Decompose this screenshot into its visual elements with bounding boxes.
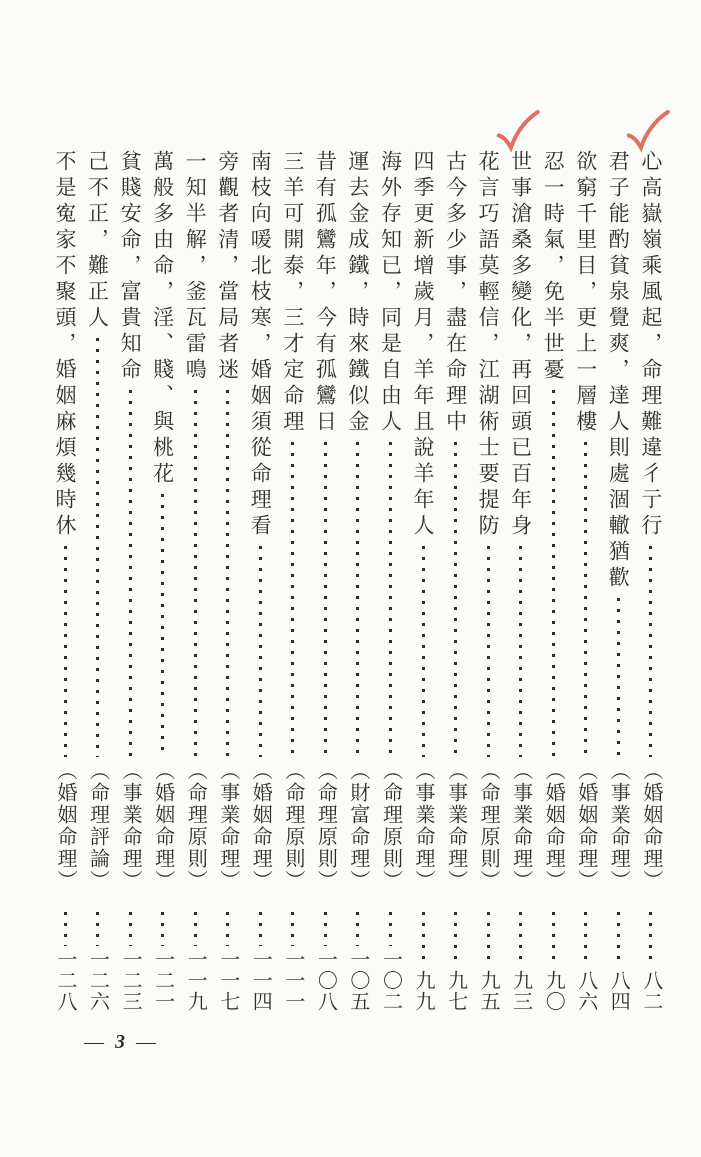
dot-leader-lower	[259, 912, 262, 946]
dot-leader-lower	[552, 912, 555, 967]
entry-category: （命理原則）	[184, 760, 207, 892]
dot-leader-lower	[649, 912, 652, 967]
entry-page-number: 九三	[509, 970, 532, 1012]
entry-page-number: 一二八	[54, 949, 76, 1012]
entry-title: 一知半解，釜瓦雷鳴	[183, 150, 208, 384]
dot-leader-lower	[291, 912, 294, 946]
entry-title-section	[636, 150, 666, 760]
dot-leader-upper	[259, 546, 262, 757]
dot-leader-lower	[617, 912, 620, 967]
entry-category: （事業命理）	[119, 760, 142, 892]
entry-title: 忍一時氣，免半世憂	[541, 150, 566, 384]
entry-title: 旁觀者清，當局者迷	[215, 150, 240, 384]
dot-leader-upper	[649, 546, 652, 757]
dot-leader-lower	[422, 912, 425, 967]
entry-title: 萬般多由命，淫、賤、與桃花	[150, 150, 175, 488]
entry-title: 南枝向喛北枝寒，婚姻須從命理看	[248, 150, 273, 540]
entry-title-section	[473, 150, 503, 760]
dot-leader-upper	[96, 338, 99, 757]
toc-entry	[278, 150, 308, 1012]
dot-leader-lower	[161, 912, 164, 946]
dot-leader-lower	[584, 912, 587, 967]
entry-category: （婚姻命理）	[249, 760, 272, 892]
toc-entry	[408, 150, 438, 1012]
entry-title-section	[50, 150, 80, 760]
entry-category: （婚姻命理）	[639, 760, 662, 892]
toc-entry	[148, 150, 178, 1012]
dot-leader-upper	[487, 546, 490, 757]
dot-leader-upper	[389, 442, 392, 757]
dot-leader-upper	[226, 390, 229, 757]
entry-category: （事業命理）	[607, 760, 630, 892]
dot-leader-upper	[617, 598, 620, 757]
toc-entry	[636, 150, 666, 1012]
dot-leader-lower	[389, 912, 392, 946]
dot-leader-upper	[291, 442, 294, 757]
dot-leader-lower	[487, 912, 490, 967]
toc-entry	[213, 150, 243, 1012]
dot-leader-lower	[226, 912, 229, 946]
entry-page-number: 九五	[477, 970, 500, 1012]
entry-category: （命理原則）	[477, 760, 500, 892]
entry-title: 運去金成鐵，時來鐵似金	[345, 150, 370, 436]
entry-title: 昔有孤鸞年，今有孤鸞日	[313, 150, 338, 436]
dot-leader-lower	[64, 912, 67, 946]
dot-leader-lower	[356, 912, 359, 946]
dot-leader-lower	[324, 912, 327, 946]
entry-page-number: 一一一	[281, 949, 304, 1012]
toc-entry	[83, 150, 113, 1012]
toc-entry	[603, 150, 633, 1012]
toc-entry	[343, 150, 373, 1012]
footer-page-number: 3	[115, 1031, 125, 1053]
dot-leader-lower	[454, 912, 457, 967]
entry-title-section	[115, 150, 145, 760]
entry-category: （婚姻命理）	[151, 760, 174, 892]
entry-title: 四季更新增歲月，羊年且說羊年人	[411, 150, 436, 540]
entry-title-section	[245, 150, 275, 760]
toc-entry	[50, 150, 80, 1012]
entry-page-number: 一二六	[86, 949, 109, 1012]
toc-entry	[571, 150, 601, 1012]
entry-page-number: 一〇五	[346, 949, 369, 1012]
entry-category: （婚姻命理）	[574, 760, 597, 892]
entry-category: （命理原則）	[379, 760, 402, 892]
entry-page-number: 一〇八	[314, 949, 337, 1012]
toc-entry	[375, 150, 405, 1012]
entry-title: 欲窮千里目，更上一層樓	[573, 150, 598, 436]
page-footer	[84, 1031, 156, 1054]
entry-title: 花言巧語莫輕信，江湖術士要提防	[476, 150, 501, 540]
dot-leader-upper	[194, 390, 197, 757]
dot-leader-lower	[129, 912, 132, 946]
entry-title-section	[571, 150, 601, 760]
entry-title-section	[213, 150, 243, 760]
entry-title: 世事滄桑多變化，再回頭已百年身	[508, 150, 533, 540]
toc-entry	[115, 150, 145, 1012]
toc-entry	[441, 150, 471, 1012]
entry-category: （財富命理）	[346, 760, 369, 892]
entry-category: （命理評論）	[86, 760, 109, 892]
check-mark-icon	[495, 108, 542, 153]
toc-entry	[180, 150, 210, 1012]
toc-columns	[50, 150, 666, 1012]
entry-category: （事業命理）	[444, 760, 467, 892]
dot-leader-upper	[64, 546, 67, 757]
entry-page-number: 一一四	[249, 949, 272, 1012]
toc-entry	[310, 150, 340, 1012]
entry-page-number: 一〇二	[379, 949, 402, 1012]
entry-title-section	[148, 150, 178, 760]
entry-title-section	[310, 150, 340, 760]
entry-page-number: 九九	[412, 970, 435, 1012]
entry-title: 貧賤安命，富貴知命	[118, 150, 143, 384]
entry-title-section	[343, 150, 373, 760]
entry-category: （事業命理）	[509, 760, 532, 892]
entry-page-number: 八二	[639, 970, 662, 1012]
entry-title: 君子能酌貧泉覺爽，達人則處涸轍猶歡	[606, 150, 631, 592]
dot-leader-upper	[324, 442, 327, 757]
entry-title: 心高嶽嶺乘風起，命理難違彳亍行	[638, 150, 663, 540]
dot-leader-upper	[519, 546, 522, 757]
dot-leader-upper	[552, 390, 555, 757]
entry-title-section	[603, 150, 633, 760]
dot-leader-upper	[422, 546, 425, 757]
entry-page-number: 一二一	[151, 949, 174, 1012]
dot-leader-lower	[96, 912, 99, 946]
entry-title: 三羊可開泰，三才定命理	[280, 150, 305, 436]
entry-category: （事業命理）	[412, 760, 435, 892]
entry-title-section	[441, 150, 471, 760]
check-mark-icon	[625, 108, 672, 153]
entry-category: （命理原則）	[314, 760, 337, 892]
entry-title-section	[278, 150, 308, 760]
entry-category: （事業命理）	[216, 760, 239, 892]
entry-page-number: 八四	[607, 970, 630, 1012]
entry-title: 己不正，難正人	[85, 150, 110, 332]
dot-leader-upper	[129, 390, 132, 757]
entry-title-section	[375, 150, 405, 760]
toc-entry	[538, 150, 568, 1012]
dot-leader-lower	[519, 912, 522, 967]
entry-category: （婚姻命理）	[542, 760, 565, 892]
entry-page-number: 一一九	[184, 949, 207, 1012]
entry-title: 海外存知已，同是自由人	[378, 150, 403, 436]
entry-title-section	[408, 150, 438, 760]
entry-title-section	[83, 150, 113, 760]
footer-dash-right: —	[136, 1031, 156, 1053]
dot-leader-lower	[194, 912, 197, 946]
entry-title: 古今多少事，盡在命理中	[443, 150, 468, 436]
toc-entry	[506, 150, 536, 1012]
entry-page-number: 一二三	[119, 949, 142, 1012]
dot-leader-upper	[584, 442, 587, 757]
entry-title-section	[506, 150, 536, 760]
entry-title-section	[180, 150, 210, 760]
toc-entry	[473, 150, 503, 1012]
entry-title: 不是寃家不聚頭，婚姻麻煩幾時休	[53, 150, 77, 540]
dot-leader-upper	[454, 442, 457, 757]
dot-leader-upper	[356, 442, 359, 757]
footer-dash-left: —	[84, 1031, 104, 1053]
entry-page-number: 八六	[574, 970, 597, 1012]
dot-leader-upper	[161, 494, 164, 757]
entry-title-section	[538, 150, 568, 760]
entry-category: （命理原則）	[281, 760, 304, 892]
entry-page-number: 一一七	[216, 949, 239, 1012]
entry-category: （婚姻命理）	[54, 760, 76, 892]
entry-page-number: 九七	[444, 970, 467, 1012]
toc-entry	[245, 150, 275, 1012]
entry-page-number: 九〇	[542, 970, 565, 1012]
